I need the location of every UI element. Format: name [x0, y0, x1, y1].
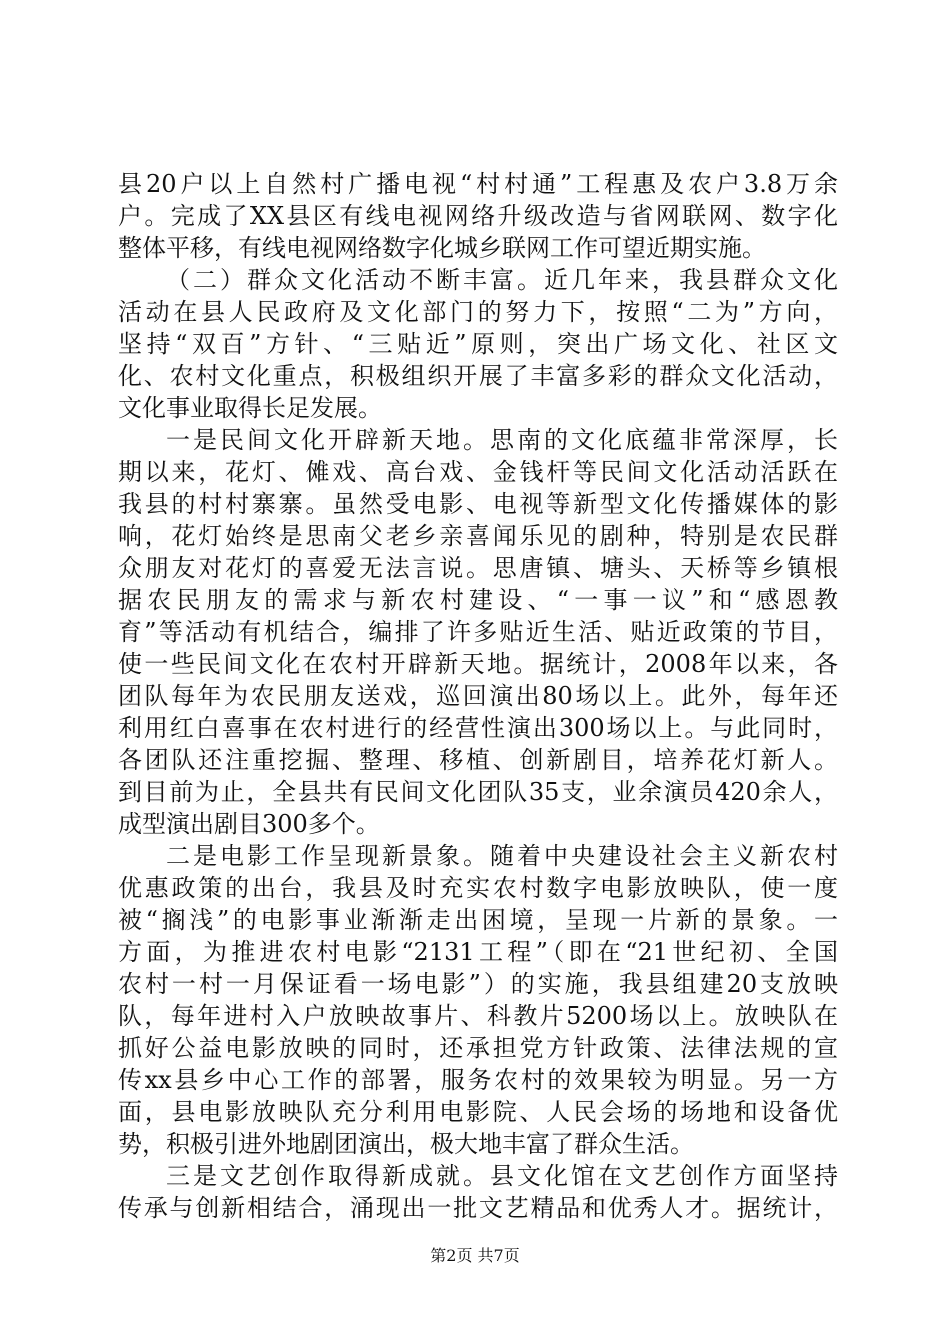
text-line: 农村一村一月保证看一场电影”）的实施，我县组建20支放映 — [118, 970, 838, 998]
text-line: 众朋友对花灯的喜爱无法言说。思唐镇、塘头、天桥等乡镇根 — [118, 554, 838, 582]
text-line: 势，积极引进外地剧团演出，极大地丰富了群众生活。 — [118, 1130, 694, 1158]
text-line: 被“搁浅”的电影事业渐渐走出困境，呈现一片新的景象。一 — [118, 906, 838, 934]
text-line: 据农民朋友的需求与新农村建设、“一事一议”和“感恩教 — [118, 586, 838, 614]
paragraph-start-line: 一是民间文化开辟新天地。思南的文化底蕴非常深厚，长 — [166, 426, 838, 454]
text-line: 传xx县乡中心工作的部署，服务农村的效果较为明显。另一方 — [118, 1066, 838, 1094]
text-line: 利用红白喜事在农村进行的经营性演出300场以上。与此同时， — [118, 714, 838, 742]
text-line: 户。完成了XX县区有线电视网络升级改造与省网联网、数字化 — [118, 202, 838, 230]
text-line: 各团队还注重挖掘、整理、移植、创新剧目，培养花灯新人。 — [118, 746, 838, 774]
paragraph-start-line: 三是文艺创作取得新成就。县文化馆在文艺创作方面坚持 — [166, 1162, 838, 1190]
text-line: 期以来，花灯、傩戏、高台戏、金钱杆等民间文化活动活跃在 — [118, 458, 838, 486]
text-line: 育”等活动有机结合，编排了许多贴近生活、贴近政策的节目， — [118, 618, 838, 646]
text-line: 成型演出剧目300多个。 — [118, 810, 380, 838]
text-line: 团队每年为农民朋友送戏，巡回演出80场以上。此外，每年还 — [118, 682, 838, 710]
text-line: 整体平移，有线电视网络数字化城乡联网工作可望近期实施。 — [118, 234, 766, 262]
text-line: 化、农村文化重点，积极组织开展了丰富多彩的群众文化活动， — [118, 362, 838, 390]
text-line: 响，花灯始终是思南父老乡亲喜闻乐见的剧种，特别是农民群 — [118, 522, 838, 550]
text-line: 我县的村村寨寨。虽然受电影、电视等新型文化传播媒体的影 — [118, 490, 838, 518]
text-line: 抓好公益电影放映的同时，还承担党方针政策、法律法规的宣 — [118, 1034, 838, 1062]
text-line: 坚持“双百”方针、“三贴近”原则，突出广场文化、社区文 — [118, 330, 838, 358]
text-line: 传承与创新相结合，涌现出一批文艺精品和优秀人才。据统计， — [118, 1194, 838, 1222]
text-line: 优惠政策的出台，我县及时充实农村数字电影放映队，使一度 — [118, 874, 838, 902]
text-line: 使一些民间文化在农村开辟新天地。据统计，2008年以来，各 — [118, 650, 838, 678]
text-line: 活动在县人民政府及文化部门的努力下，按照“二为”方向， — [118, 298, 838, 326]
paragraph-start-line: （二）群众文化活动不断丰富。近几年来，我县群众文化 — [166, 266, 838, 294]
text-line: 方面，为推进农村电影“2131工程”（即在“21世纪初、全国 — [118, 938, 838, 966]
paragraph-start-line: 二是电影工作呈现新景象。随着中央建设社会主义新农村 — [166, 842, 838, 870]
text-line: 到目前为止，全县共有民间文化团队35支，业余演员420余人， — [118, 778, 838, 806]
text-line: 县20户以上自然村广播电视“村村通”工程惠及农户3.8万余 — [118, 170, 838, 198]
text-line: 面，县电影放映队充分利用电影院、人民会场的场地和设备优 — [118, 1098, 838, 1126]
text-line: 文化事业取得长足发展。 — [118, 394, 382, 422]
page-number-footer: 第2页 共7页 — [430, 1246, 520, 1265]
text-line: 队，每年进村入户放映故事片、科教片5200场以上。放映队在 — [118, 1002, 838, 1030]
